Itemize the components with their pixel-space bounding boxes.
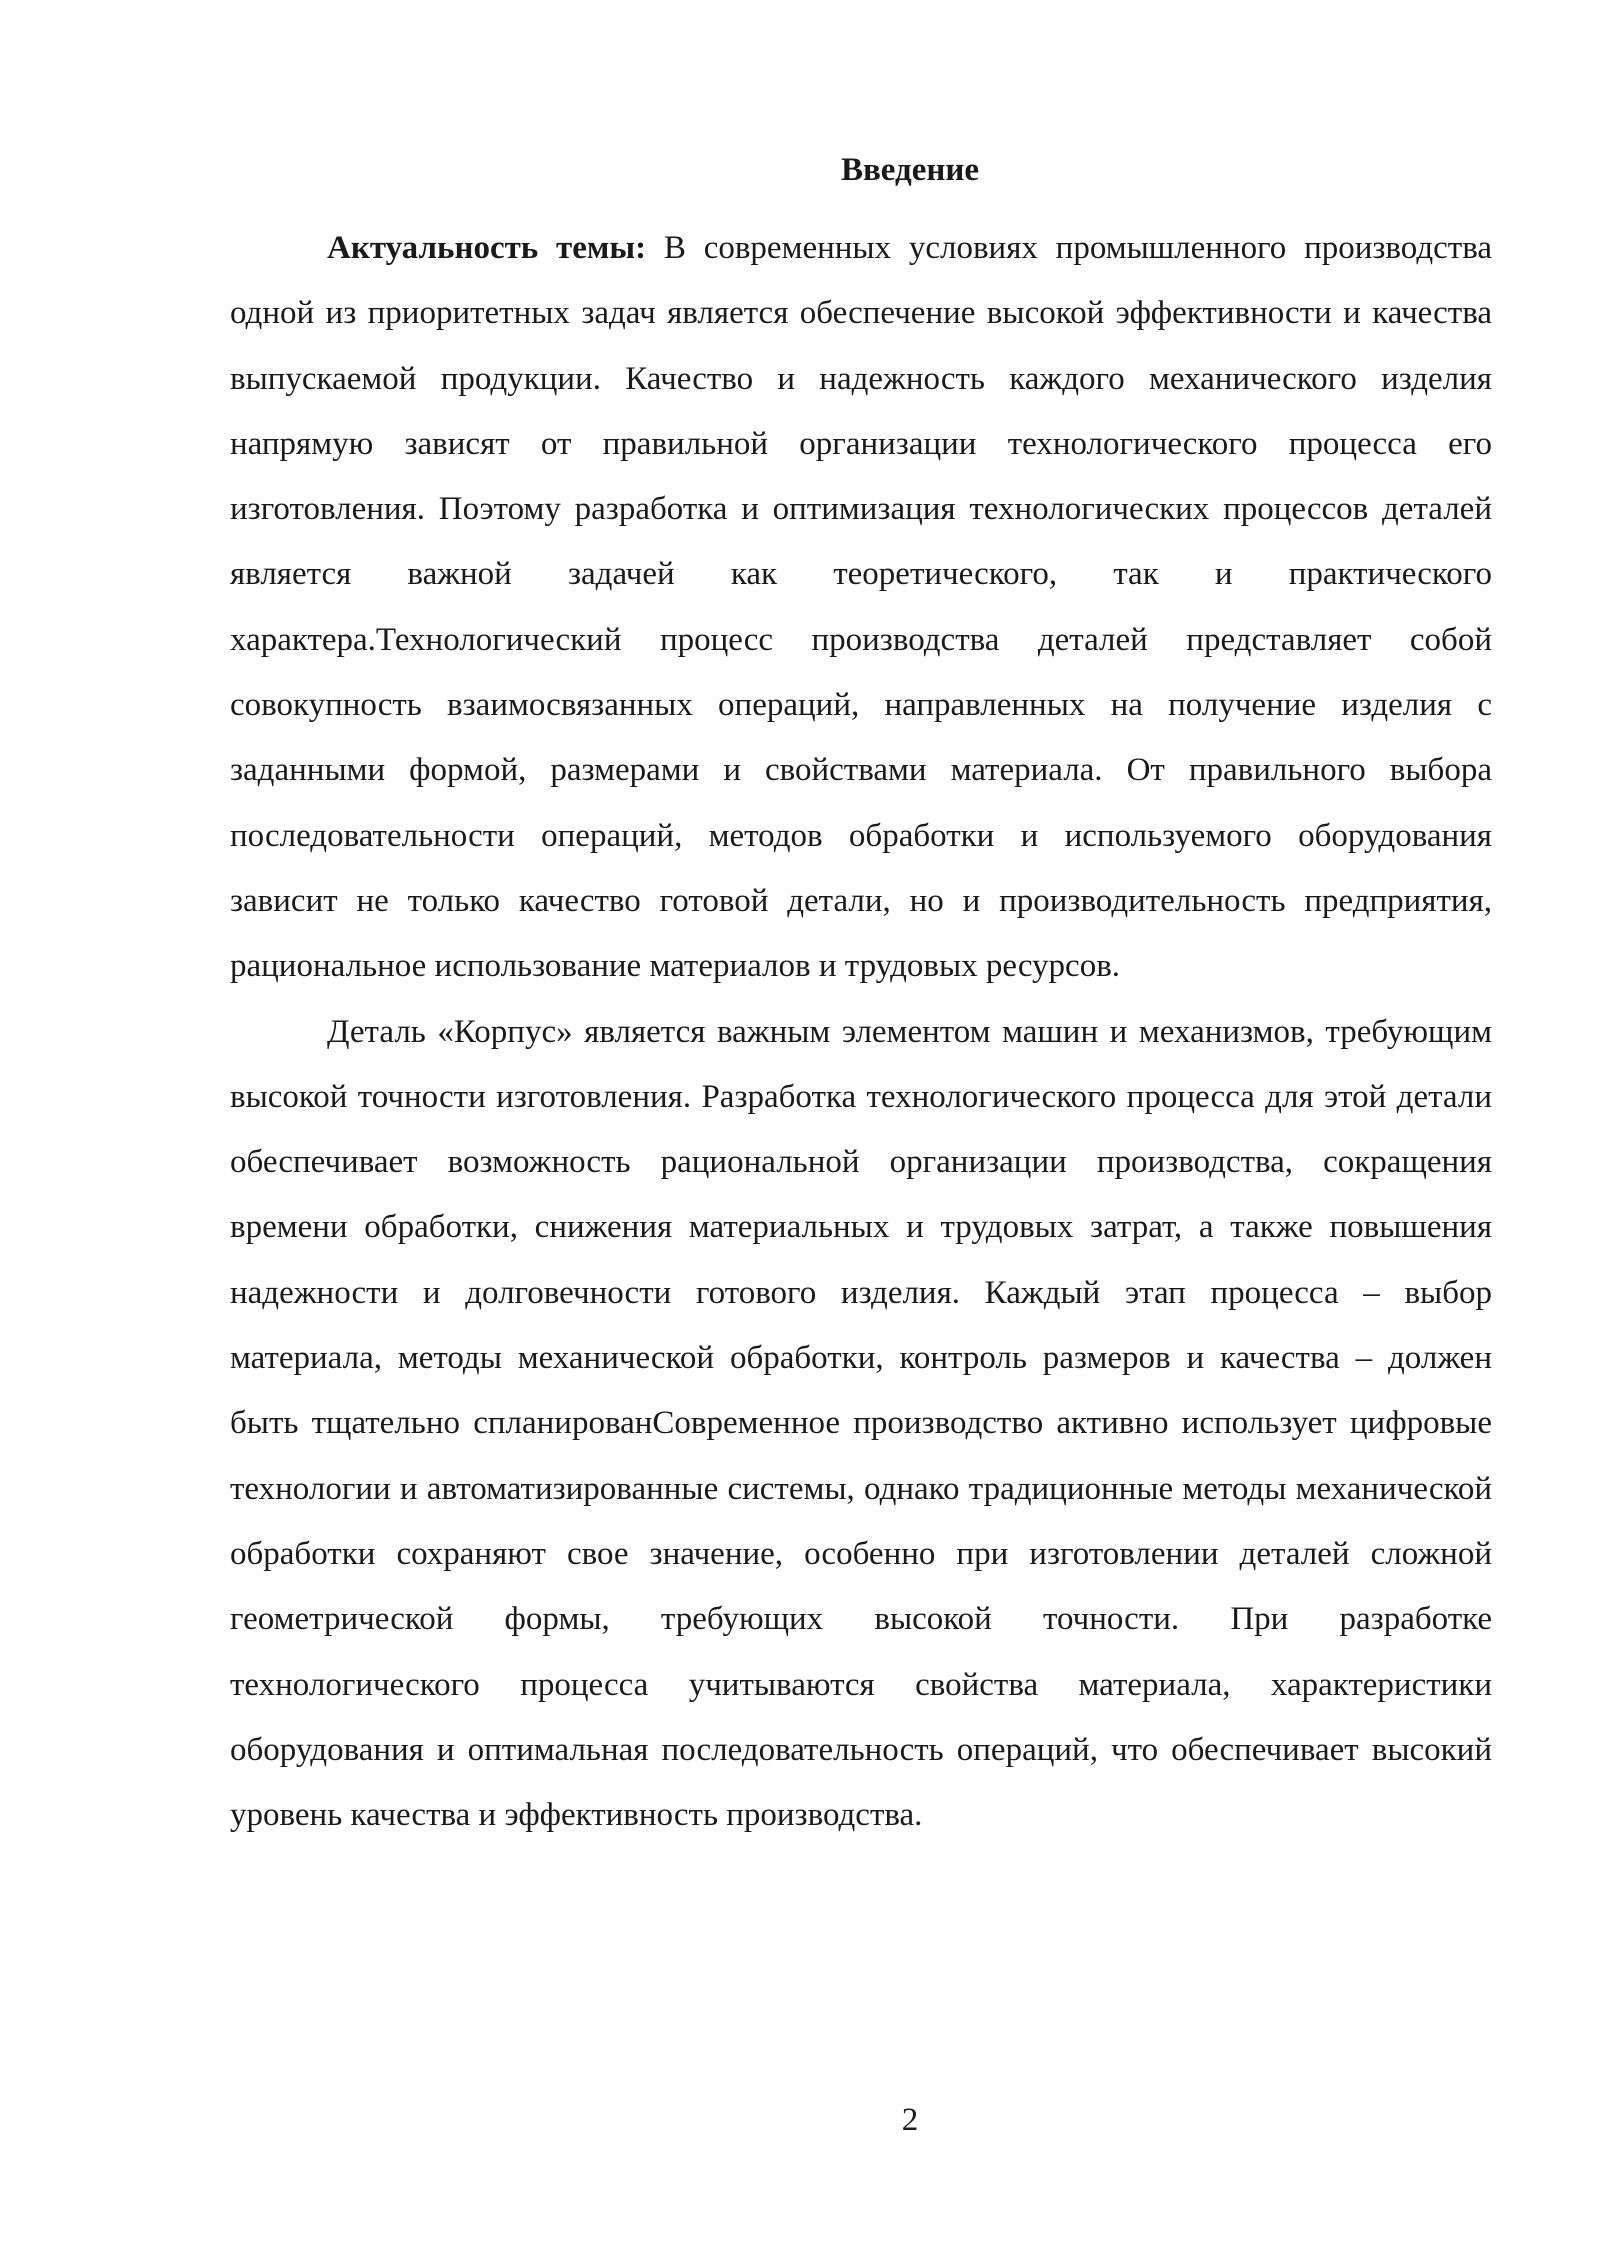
paragraph-lead: Актуальность темы:: [327, 230, 647, 266]
paragraph-text: Деталь «Корпус» является важным элементом машин и механизмов, требующим высокой точности изготовления. Разработка технологического процесса для этой детали обеспечивает возможность рациональной организации производства, сокращения времени обработки, снижения материальных и трудовых затрат, а также повышения надежности и долговечности готового изделия. Каждый этап процесса – выбор материала, методы механической обработки, контроль размеров и качества – должен быть тщательно спланированСовременное производство активно использует цифровые технологии и автоматизированные системы, однако традиционные методы механической обработки сохраняют свое значение, особенно при изготовлении деталей сложной геометрической формы, требующих высокой точности. При разработке технологического процесса учитываются свойства материала, характеристики оборудования и оптимальная последовательность операций, что обеспечивает высокий уровень качества и эффективность производства.: [230, 1013, 1492, 1834]
document-body: [230, 216, 1492, 1848]
page-number: 2: [901, 2102, 919, 2138]
paragraph-relevance: [230, 216, 1492, 1000]
page-title: Введение: [840, 152, 980, 188]
paragraph-text: В современных условиях промышленного производства одной из приоритетных задач является обеспечение высокой эффективности и качества выпускаемой продукции. Качество и надежность каждого механического изделия напрямую зависят от правильной организации технологического процесса его изготовления. Поэтому разработка и оптимизация технологических процессов деталей является важной задачей как теоретического, так и практического характера.Технологический процесс производства деталей представляет собой совокупность взаимосвязанных операций, направленных на получение изделия с заданными формой, размерами и свойствами материала. От правильного выбора последовательности операций, методов обработки и используемого оборудования зависит не только качество готовой детали, но и производительность предприятия, рациональное использование материалов и трудовых ресурсов.: [230, 230, 1492, 985]
paragraph-part-description: [230, 1000, 1492, 1849]
